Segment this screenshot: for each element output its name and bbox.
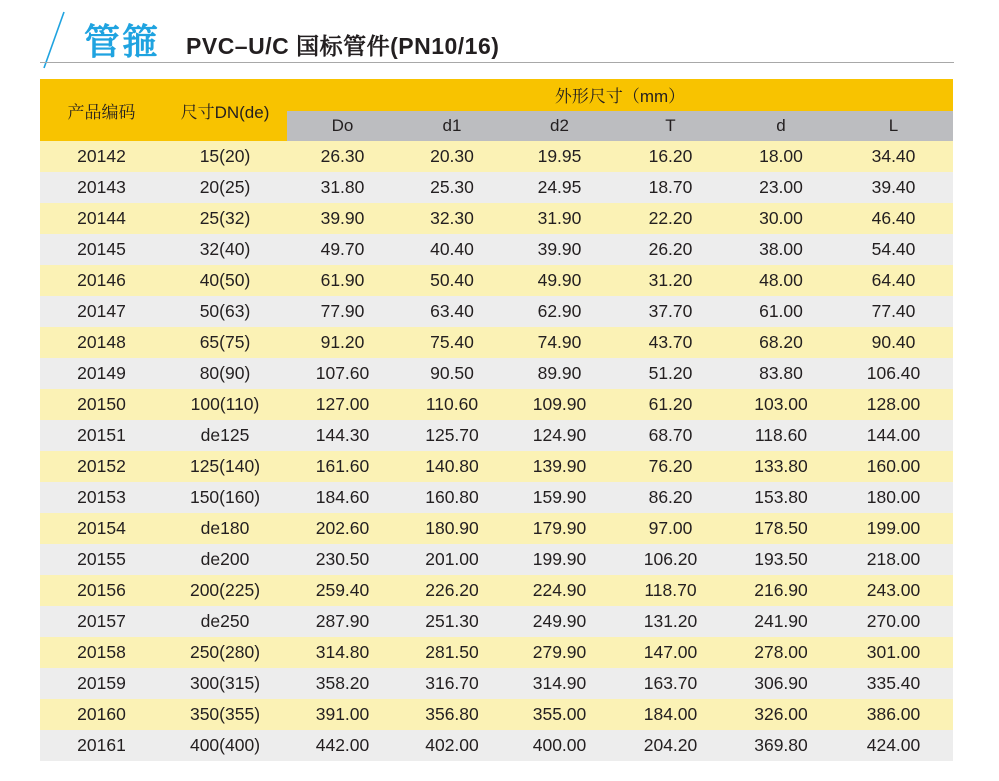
table-row [40,141,953,172]
cell-product-code: 20155 [40,544,163,575]
cell-d: 133.80 [728,451,834,482]
cell-d2: 24.95 [506,172,613,203]
cell-product-code: 20151 [40,420,163,451]
cell-do: 91.20 [287,327,398,358]
table-row [40,637,953,668]
cell-t: 43.70 [613,327,728,358]
subheader-do: Do [287,111,398,142]
cell-d1: 40.40 [398,234,506,265]
cell-d1: 201.00 [398,544,506,575]
cell-t: 22.20 [613,203,728,234]
cell-d: 278.00 [728,637,834,668]
cell-product-code: 20156 [40,575,163,606]
cell-size: 200(225) [163,575,287,606]
cell-t: 184.00 [613,699,728,730]
cell-d1: 90.50 [398,358,506,389]
cell-d: 68.20 [728,327,834,358]
table-row [40,451,953,482]
cell-do: 184.60 [287,482,398,513]
cell-t: 16.20 [613,141,728,172]
cell-l: 144.00 [834,420,953,451]
cell-d2: 159.90 [506,482,613,513]
cell-do: 144.30 [287,420,398,451]
cell-size: de250 [163,606,287,637]
cell-l: 46.40 [834,203,953,234]
cell-do: 314.80 [287,637,398,668]
cell-product-code: 20159 [40,668,163,699]
cell-l: 34.40 [834,141,953,172]
cell-d1: 356.80 [398,699,506,730]
cell-t: 76.20 [613,451,728,482]
cell-d: 306.90 [728,668,834,699]
cell-product-code: 20150 [40,389,163,420]
cell-d: 18.00 [728,141,834,172]
title-divider [40,62,954,63]
cell-size: 20(25) [163,172,287,203]
cell-t: 204.20 [613,730,728,761]
cell-product-code: 20148 [40,327,163,358]
cell-product-code: 20158 [40,637,163,668]
cell-size: 65(75) [163,327,287,358]
cell-size: 400(400) [163,730,287,761]
table-row [40,544,953,575]
cell-d1: 402.00 [398,730,506,761]
subheader-t: T [613,111,728,142]
cell-product-code: 20143 [40,172,163,203]
cell-d1: 226.20 [398,575,506,606]
cell-product-code: 20152 [40,451,163,482]
cell-d2: 62.90 [506,296,613,327]
cell-d: 326.00 [728,699,834,730]
cell-d1: 20.30 [398,141,506,172]
cell-l: 335.40 [834,668,953,699]
spec-table [40,79,953,761]
cell-t: 68.70 [613,420,728,451]
cell-l: 424.00 [834,730,953,761]
cell-do: 107.60 [287,358,398,389]
table-row [40,265,953,296]
cell-d2: 109.90 [506,389,613,420]
cell-d2: 400.00 [506,730,613,761]
cell-d2: 49.90 [506,265,613,296]
cell-do: 77.90 [287,296,398,327]
cell-d: 118.60 [728,420,834,451]
cell-l: 199.00 [834,513,953,544]
cell-d: 61.00 [728,296,834,327]
cell-l: 270.00 [834,606,953,637]
cell-t: 18.70 [613,172,728,203]
header-product-code: 产品编码 [40,79,163,141]
cell-do: 230.50 [287,544,398,575]
table-row [40,730,953,761]
cell-d1: 110.60 [398,389,506,420]
cell-d: 153.80 [728,482,834,513]
cell-size: de180 [163,513,287,544]
table-body [40,141,953,761]
cell-d2: 39.90 [506,234,613,265]
cell-product-code: 20153 [40,482,163,513]
cell-product-code: 20161 [40,730,163,761]
cell-d: 369.80 [728,730,834,761]
cell-l: 243.00 [834,575,953,606]
table-row [40,482,953,513]
cell-t: 106.20 [613,544,728,575]
cell-l: 64.40 [834,265,953,296]
cell-d2: 31.90 [506,203,613,234]
cell-d2: 124.90 [506,420,613,451]
table-row [40,606,953,637]
header-dimensions-group: 外形尺寸（mm） [287,79,953,111]
cell-l: 54.40 [834,234,953,265]
cell-product-code: 20146 [40,265,163,296]
cell-d: 103.00 [728,389,834,420]
cell-l: 106.40 [834,358,953,389]
cell-d1: 160.80 [398,482,506,513]
cell-d: 30.00 [728,203,834,234]
cell-product-code: 20157 [40,606,163,637]
cell-d1: 140.80 [398,451,506,482]
cell-d: 193.50 [728,544,834,575]
cell-d2: 179.90 [506,513,613,544]
cell-do: 61.90 [287,265,398,296]
table-row [40,327,953,358]
cell-t: 26.20 [613,234,728,265]
cell-d1: 25.30 [398,172,506,203]
cell-d1: 281.50 [398,637,506,668]
cell-size: 32(40) [163,234,287,265]
cell-l: 90.40 [834,327,953,358]
subheader-d1: d1 [398,111,506,142]
cell-d1: 251.30 [398,606,506,637]
table-row [40,389,953,420]
cell-do: 391.00 [287,699,398,730]
cell-d: 178.50 [728,513,834,544]
cell-d2: 139.90 [506,451,613,482]
cell-l: 180.00 [834,482,953,513]
cell-d2: 19.95 [506,141,613,172]
header-size: 尺寸DN(de) [163,79,287,141]
title-slash-decoration [40,10,68,70]
cell-do: 39.90 [287,203,398,234]
subheader-l: L [834,111,953,142]
cell-t: 31.20 [613,265,728,296]
cell-size: de200 [163,544,287,575]
cell-size: 15(20) [163,141,287,172]
cell-d2: 224.90 [506,575,613,606]
cell-t: 131.20 [613,606,728,637]
cell-t: 147.00 [613,637,728,668]
cell-do: 259.40 [287,575,398,606]
cell-do: 202.60 [287,513,398,544]
product-title: 管箍 [84,21,161,62]
cell-size: 150(160) [163,482,287,513]
table-row [40,699,953,730]
cell-d2: 314.90 [506,668,613,699]
cell-d1: 180.90 [398,513,506,544]
cell-size: 125(140) [163,451,287,482]
cell-d2: 279.90 [506,637,613,668]
cell-product-code: 20145 [40,234,163,265]
cell-d: 83.80 [728,358,834,389]
cell-l: 39.40 [834,172,953,203]
table-row [40,513,953,544]
cell-l: 160.00 [834,451,953,482]
cell-product-code: 20142 [40,141,163,172]
cell-product-code: 20160 [40,699,163,730]
cell-size: 350(355) [163,699,287,730]
subheader-d: d [728,111,834,142]
cell-t: 163.70 [613,668,728,699]
cell-do: 49.70 [287,234,398,265]
cell-do: 442.00 [287,730,398,761]
cell-l: 77.40 [834,296,953,327]
cell-d2: 199.90 [506,544,613,575]
cell-do: 287.90 [287,606,398,637]
cell-size: 25(32) [163,203,287,234]
cell-d2: 355.00 [506,699,613,730]
cell-do: 26.30 [287,141,398,172]
cell-t: 97.00 [613,513,728,544]
cell-l: 218.00 [834,544,953,575]
cell-product-code: 20149 [40,358,163,389]
cell-d2: 74.90 [506,327,613,358]
cell-d1: 32.30 [398,203,506,234]
cell-size: 50(63) [163,296,287,327]
cell-d: 241.90 [728,606,834,637]
cell-l: 301.00 [834,637,953,668]
cell-l: 386.00 [834,699,953,730]
cell-d1: 316.70 [398,668,506,699]
page-title [84,14,499,65]
cell-do: 161.60 [287,451,398,482]
cell-d2: 89.90 [506,358,613,389]
cell-do: 127.00 [287,389,398,420]
cell-d1: 63.40 [398,296,506,327]
table-row [40,575,953,606]
table-row [40,358,953,389]
cell-product-code: 20144 [40,203,163,234]
product-subtitle: PVC–U/C 国标管件(PN10/16) [186,33,500,59]
cell-do: 358.20 [287,668,398,699]
cell-t: 86.20 [613,482,728,513]
table-row [40,296,953,327]
cell-size: 40(50) [163,265,287,296]
cell-product-code: 20154 [40,513,163,544]
cell-do: 31.80 [287,172,398,203]
cell-d: 23.00 [728,172,834,203]
cell-t: 37.70 [613,296,728,327]
cell-size: 100(110) [163,389,287,420]
cell-size: 300(315) [163,668,287,699]
cell-d: 216.90 [728,575,834,606]
cell-t: 51.20 [613,358,728,389]
cell-d: 48.00 [728,265,834,296]
cell-d1: 50.40 [398,265,506,296]
cell-d1: 75.40 [398,327,506,358]
cell-size: 80(90) [163,358,287,389]
table-row [40,234,953,265]
cell-t: 61.20 [613,389,728,420]
cell-product-code: 20147 [40,296,163,327]
subheader-d2: d2 [506,111,613,142]
cell-l: 128.00 [834,389,953,420]
cell-size: de125 [163,420,287,451]
table-row [40,203,953,234]
table-row [40,172,953,203]
cell-size: 250(280) [163,637,287,668]
cell-d: 38.00 [728,234,834,265]
table-row [40,668,953,699]
cell-d2: 249.90 [506,606,613,637]
cell-d1: 125.70 [398,420,506,451]
table-row [40,420,953,451]
cell-t: 118.70 [613,575,728,606]
